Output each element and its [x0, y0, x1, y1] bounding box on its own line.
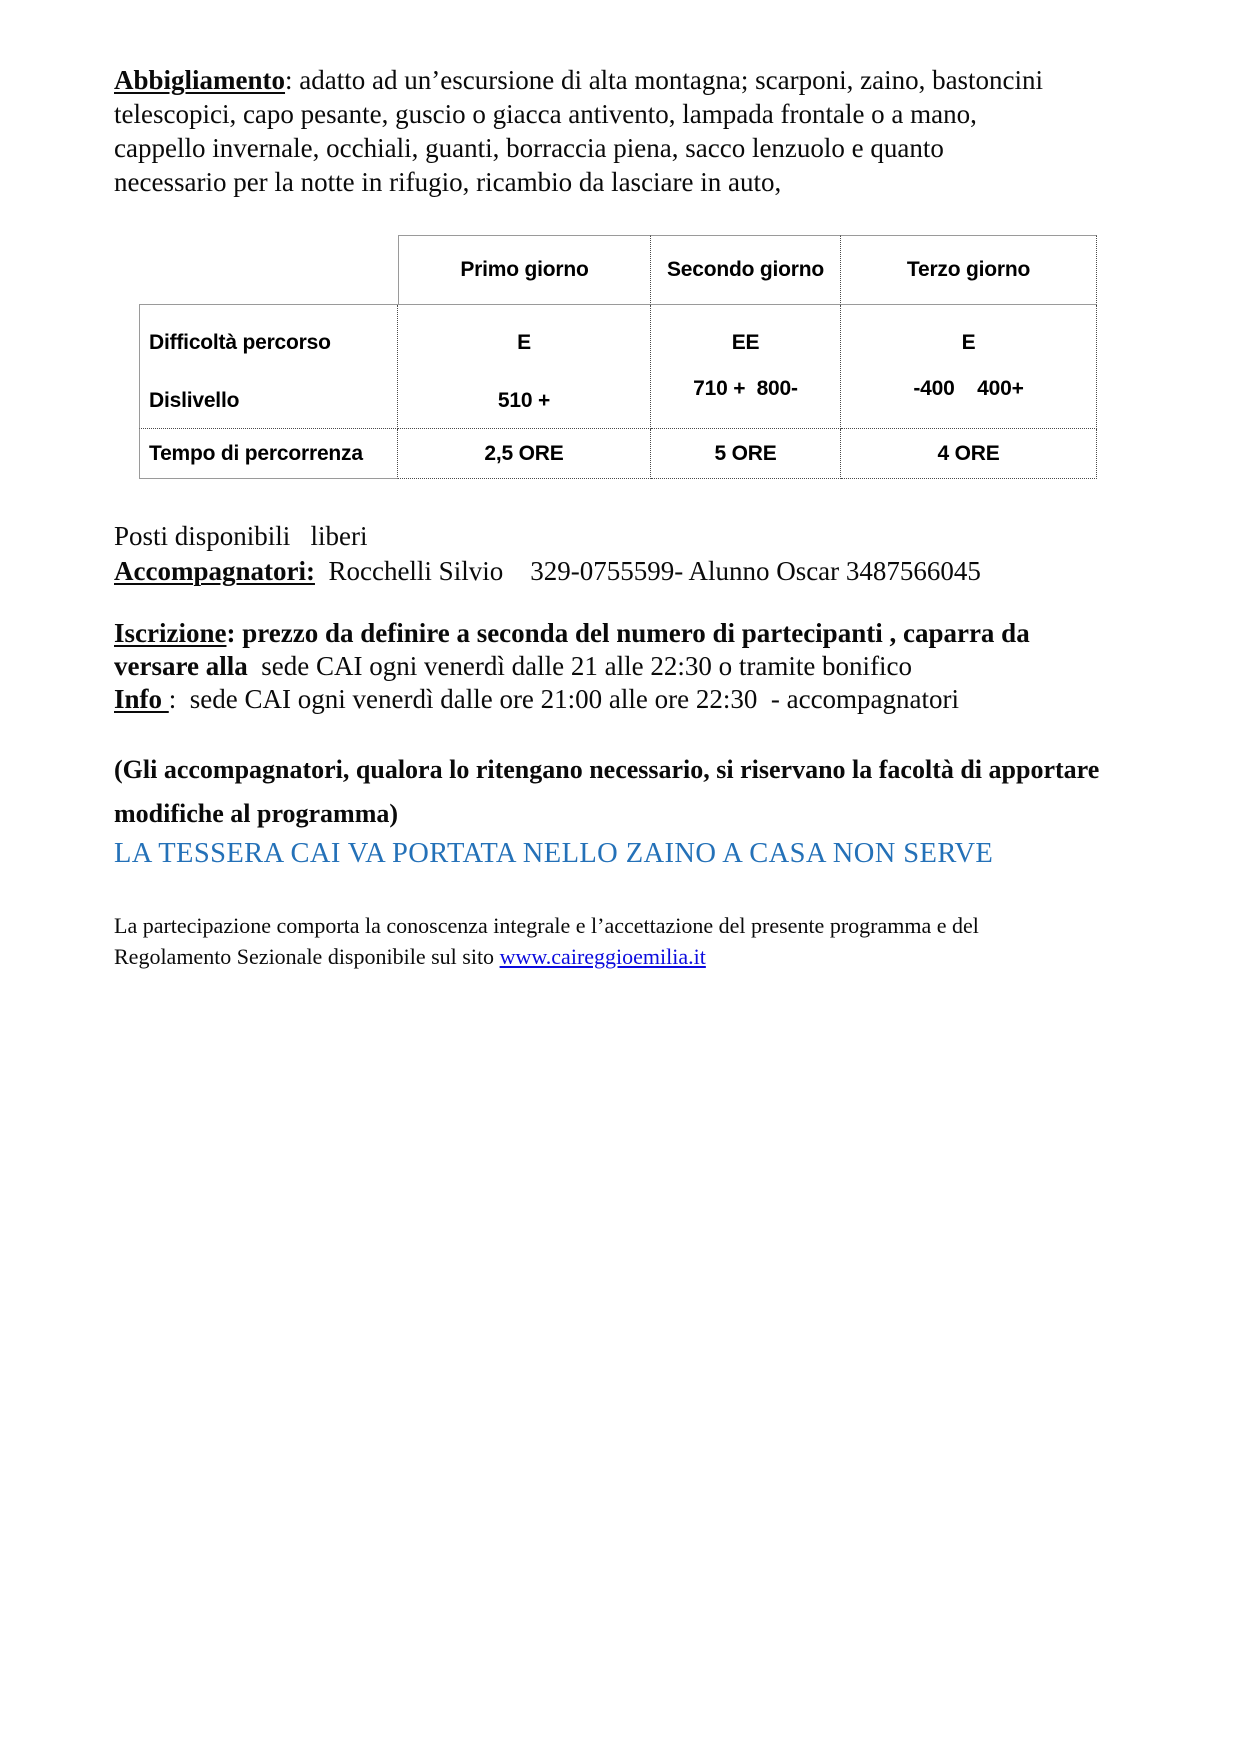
abbigliamento-line1: : adatto ad un’escursione di alta montagna; scarponi, zaino, bastoncini [285, 65, 1044, 95]
abbigliamento-line2: telescopici, capo pesante, guscio o giacca antivento, lampada frontale o a mano, [114, 99, 977, 129]
abbigliamento-paragraph [114, 63, 1181, 199]
label-difficolta: Difficoltà percorso [149, 331, 331, 354]
abbigliamento-line3: cappello invernale, occhiali, guanti, borraccia piena, sacco lenzuolo e quanto [114, 133, 944, 163]
label-dislivello: Dislivello [149, 389, 240, 412]
cell-terzo-values [841, 305, 1097, 429]
regolamento-link[interactable]: www.caireggioemilia.it [499, 944, 706, 969]
nota-accompagnatori [114, 748, 1181, 836]
abbigliamento-line4: necessario per la notte in rifugio, ricambio da lasciare in auto, [114, 167, 782, 197]
info-colon: : [168, 684, 184, 714]
row-label-difficolta-dislivello [139, 305, 398, 429]
value-difficolta-primo: E [517, 331, 531, 354]
value-tempo-primo: 2,5 ORE [398, 429, 651, 479]
col-header-primo-giorno: Primo giorno [398, 235, 651, 305]
posti-disponibili-text: Posti disponibili liberi [114, 521, 368, 551]
nota-line1: (Gli accompagnatori, qualora lo ritengano necessario, si riservano la facoltà di apportare [114, 755, 1100, 784]
col-header-terzo-giorno: Terzo giorno [841, 235, 1097, 305]
cell-primo-values [398, 305, 651, 429]
tessera-cai-heading: LA TESSERA CAI VA PORTATA NELLO ZAINO A CASA NON SERVE [114, 838, 994, 869]
info-label: Info [114, 684, 169, 714]
footer-paragraph [114, 910, 1181, 972]
table-corner-cell [139, 235, 398, 305]
iscrizione-regular-line2: sede CAI ogni venerdì dalle 21 alle 22:30 o tramite bonifico [247, 651, 913, 681]
value-tempo-terzo: 4 ORE [841, 429, 1097, 479]
value-tempo-secondo: 5 ORE [651, 429, 841, 479]
value-dislivello-primo: 510 + [497, 389, 551, 412]
value-difficolta-secondo: EE [731, 331, 760, 354]
row-label-tempo: Tempo di percorrenza [139, 429, 398, 479]
value-dislivello-terzo: -400 400+ [913, 377, 1024, 400]
cell-secondo-values [651, 305, 841, 429]
value-difficolta-terzo: E [961, 331, 976, 354]
footer-line1: La partecipazione comporta la conoscenza integrale e l’accettazione del presente programma e del [114, 913, 979, 938]
info-text: sede CAI ogni venerdì dalle ore 21:00 alle ore 22:30 - accompagnatori [183, 684, 960, 714]
col-header-secondo-giorno: Secondo giorno [651, 235, 841, 305]
iscrizione-bold-line1: : prezzo da definire a seconda del numero di partecipanti , caparra da [226, 618, 1030, 648]
footer-line2-prefix: Regolamento Sezionale disponibile sul sito [114, 944, 500, 969]
iscrizione-label: Iscrizione [114, 618, 227, 648]
iscrizione-block [114, 617, 1181, 716]
nota-line2: modifiche al programma) [114, 799, 399, 828]
value-dislivello-secondo: 710 + 800- [693, 377, 798, 400]
itinerary-table [139, 235, 1097, 479]
accompagnatori-value: Rocchelli Silvio 329-0755599- Alunno Oscar 3487566045 [314, 556, 981, 586]
abbigliamento-label: Abbigliamento [114, 65, 286, 95]
accompagnatori-label: Accompagnatori: [114, 556, 315, 586]
iscrizione-bold-line2: versare alla [114, 651, 248, 681]
posti-accompagnatori-block [114, 519, 1181, 589]
